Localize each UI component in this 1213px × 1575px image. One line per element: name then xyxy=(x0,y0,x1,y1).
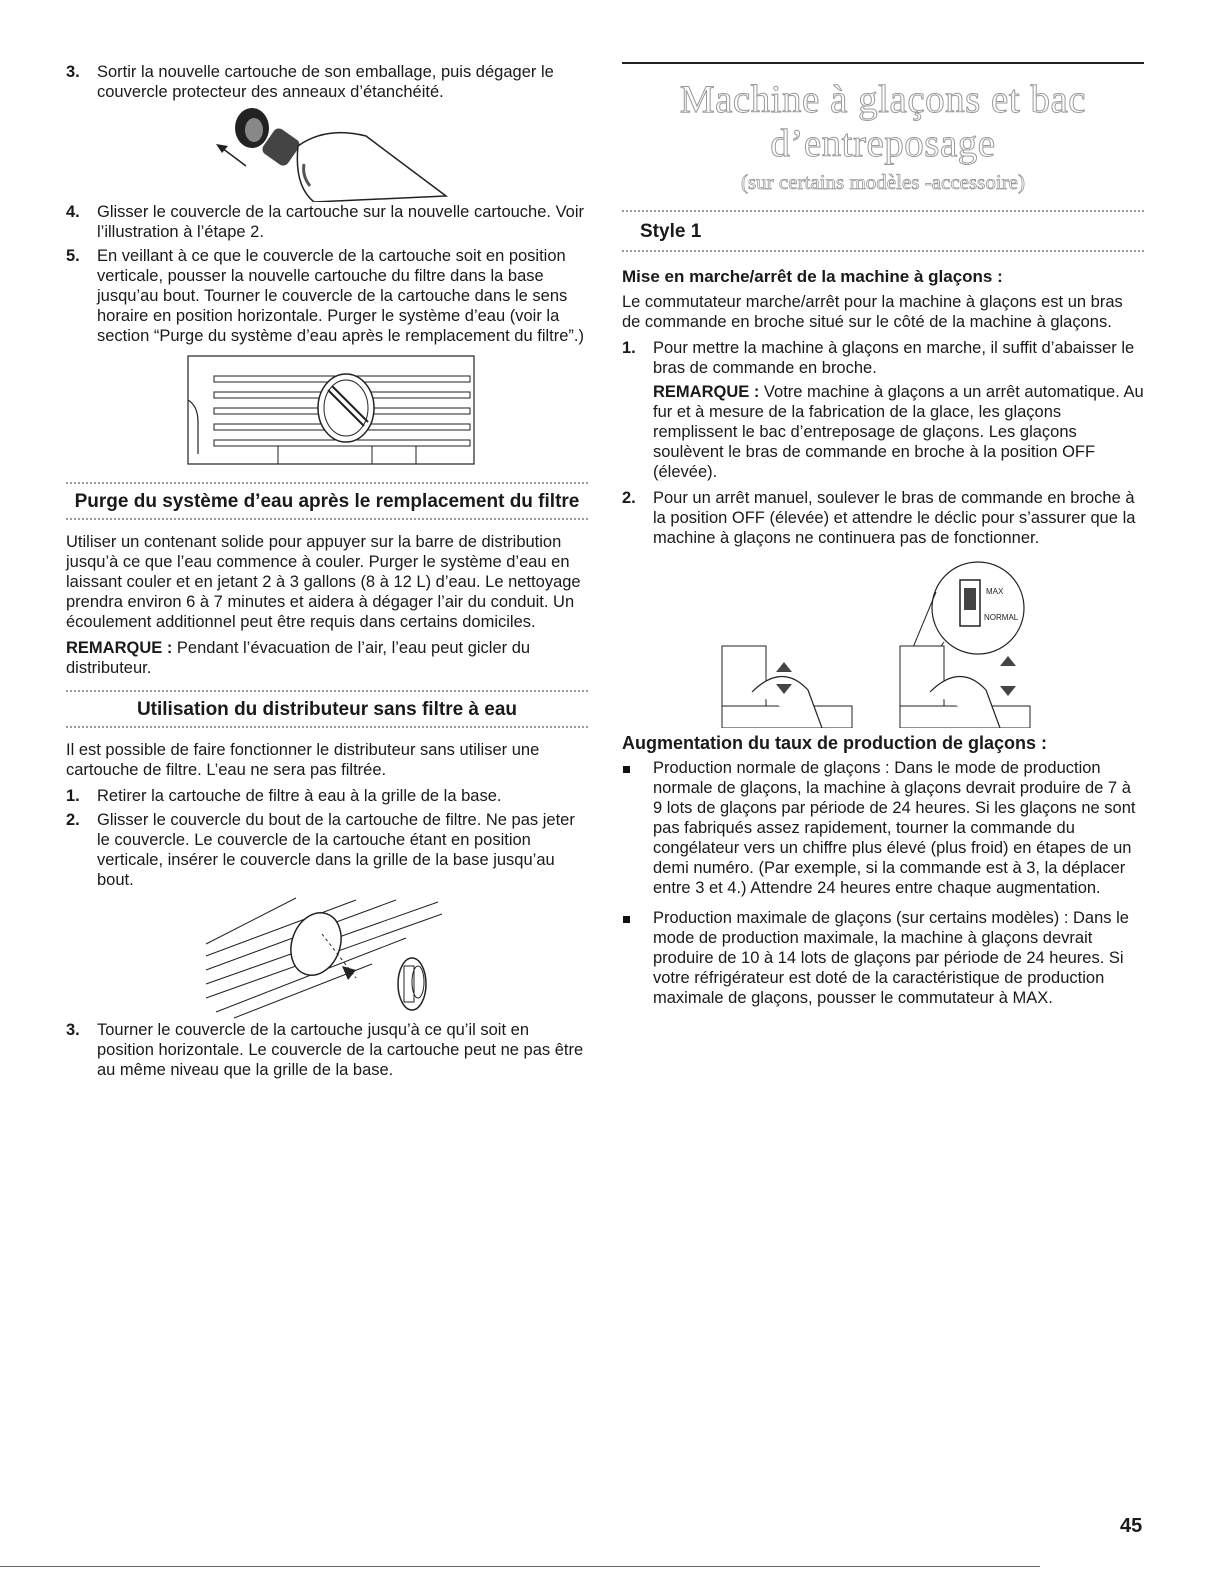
bullet-text: Production maximale de glaçons (sur certains modèles) : Dans le mode de production maximale, la machine à glaçons devrait produire de 10 à 14 lots de glaçons par période de 24 heures. Si votre réfrigérateur est doté de la caractéristique de production maximale de glaçons, pousser le commutateur à MAX. xyxy=(653,909,1129,1007)
rate-heading: Augmentation du taux de production de glaçons : xyxy=(622,733,1048,753)
bullet-mark xyxy=(622,758,653,898)
cover-insert-illustration xyxy=(66,894,588,1020)
step-text: Pour un arrêt manuel, soulever le bras de commande en broche à la position OFF (élevée) et attendre le déclic pour s’assurer que la machine à glaçons ne continuera pas de fonctionner. xyxy=(653,489,1136,547)
ice-maker-note xyxy=(653,382,1144,482)
base-grille-drawing xyxy=(66,350,588,470)
dotted-rule xyxy=(622,210,1144,214)
step-insert-cover xyxy=(66,810,588,890)
cartridge-cap-illustration xyxy=(66,106,588,202)
step-text: Glisser le couvercle de la cartouche sur la nouvelle cartouche. Voir l’illustration à l’étape 2. xyxy=(97,203,584,241)
purge-body: Utiliser un contenant solide pour appuyer sur la barre de distribution jusqu’à ce que l’eau commence à couler. Purger le système d’eau en laissant couler et en jetant 2 à 3 gallons (8 à 12 L) d’eau. Le nettoyage prendra environ 6 à 7 minutes et aidera à dégager l’air du conduit. Un écoulement additionnel peut être requis dans certains domiciles. xyxy=(66,533,581,631)
no-filter-body: Il est possible de faire fonctionner le distributeur sans utiliser une cartouche de filtre. L’eau ne sera pas filtrée. xyxy=(66,741,540,779)
page-number: 45 xyxy=(1120,1515,1143,1537)
ice-maker-arm-drawing xyxy=(622,552,1144,728)
bottom-rule xyxy=(0,1566,1040,1567)
note-text: Votre machine à glaçons a un arrêt automatique. Au fur et à mesure de la fabrication de la glace, les glaçons remplissent le bac d’entreposage de glaçons. Les glaçons soulèvent le bras de commande en broche à la position OFF (élevée). xyxy=(653,383,1144,481)
step-manual-stop xyxy=(622,488,1144,548)
cartridge-cap-drawing xyxy=(66,106,588,202)
step-text: Retirer la cartouche de filtre à eau à la grille de la base. xyxy=(97,787,502,805)
bullet-normal-production xyxy=(622,758,1144,898)
step-text: Pour mettre la machine à glaçons en marche, il suffit d’abaisser le bras de commande en broche. xyxy=(653,339,1135,377)
section-purge xyxy=(66,482,588,522)
note-label: REMARQUE : xyxy=(653,383,760,401)
page-title: Machine à glaçons et bac d’entreposage xyxy=(679,78,1087,165)
step-number: 2. xyxy=(66,811,80,829)
step-turn-cover xyxy=(66,1020,588,1080)
note-text: Pendant l’évacuation de l’air, l’eau peut gicler du distributeur. xyxy=(66,639,531,677)
step-push-cartridge xyxy=(66,246,588,346)
step-text: Sortir la nouvelle cartouche de son emballage, puis dégager le couvercle protecteur des anneaux d’étanchéité. xyxy=(97,63,554,101)
section-heading: Purge du système d’eau après le remplacement du filtre xyxy=(74,491,580,512)
note-label: REMARQUE : xyxy=(66,639,173,657)
step-number: 3. xyxy=(66,63,80,81)
step-remove-cartridge xyxy=(66,786,588,806)
step-slide-cover xyxy=(66,202,588,242)
bullet-max-production xyxy=(622,908,1144,1008)
ice-maker-title-block xyxy=(622,62,1144,196)
on-off-heading: Mise en marche/arrêt de la machine à glaçons : xyxy=(622,267,1003,286)
dotted-rule xyxy=(622,250,1144,254)
dotted-rule xyxy=(66,518,588,522)
step-unwrap-cartridge xyxy=(66,62,588,102)
style-band xyxy=(622,210,1144,254)
step-turn-on xyxy=(622,338,1144,378)
step-number: 1. xyxy=(66,787,80,805)
right-column xyxy=(622,62,1144,1018)
section-heading: Utilisation du distributeur sans filtre à eau xyxy=(136,699,518,720)
section-no-filter xyxy=(66,690,588,730)
page-subtitle: (sur certains modèles -accessoire) xyxy=(741,170,1025,194)
normal-label: NORMAL xyxy=(984,613,1019,622)
step-number: 5. xyxy=(66,247,80,265)
step-text: Tourner le couvercle de la cartouche jusqu’à ce qu’il soit en position horizontale. Le couvercle de la cartouche peut ne pas être au même niveau que la grille de la base. xyxy=(97,1021,584,1079)
step-number: 4. xyxy=(66,203,80,221)
bullet-mark xyxy=(622,908,653,1008)
left-column xyxy=(66,62,588,1084)
on-off-intro: Le commutateur marche/arrêt pour la machine à glaçons est un bras de commande en broche situé sur le côté de la machine à glaçons. xyxy=(622,293,1123,331)
step-number: 2. xyxy=(622,489,636,507)
max-label: MAX xyxy=(986,587,1004,596)
dotted-rule xyxy=(66,726,588,730)
step-text: Glisser le couvercle du bout de la cartouche de filtre. Ne pas jeter le couvercle. Le couvercle de la cartouche étant en position verticale, insérer le couvercle dans la grille de la base jusqu’au bout. xyxy=(97,811,575,889)
step-number: 3. xyxy=(66,1021,80,1039)
cover-insert-drawing xyxy=(66,894,588,1020)
purge-note xyxy=(66,638,588,678)
base-grille-illustration xyxy=(66,350,588,470)
dotted-rule xyxy=(66,690,588,694)
style-label: Style 1 xyxy=(640,221,702,242)
bullet-text: Production normale de glaçons : Dans le mode de production normale de glaçons, la machine à glaçons devrait produire de 7 à 9 lots de glaçons par période de 24 heures. Si les glaçons ne sont pas fabriqués assez rapidement, tourner la commande du congélateur vers un chiffre plus élevé (plus froid) en étapes de un demi numéro. (Par exemple, si la commande est à 3, la déplacer entre 3 et 4.) Attendre 24 heures entre chaque augmentation. xyxy=(653,759,1136,897)
dotted-rule xyxy=(66,482,588,486)
step-number: 1. xyxy=(622,339,636,357)
ice-maker-arm-illustration xyxy=(622,552,1144,728)
step-text: En veillant à ce que le couvercle de la cartouche soit en position verticale, pousser la nouvelle cartouche du filtre dans la base jusqu’au bout. Tourner le couvercle de la cartouche dans le sens horaire en position horizontale. Purger le système d’eau (voir la section “Purge du système d’eau après le remplacement du filtre”.) xyxy=(97,247,584,345)
